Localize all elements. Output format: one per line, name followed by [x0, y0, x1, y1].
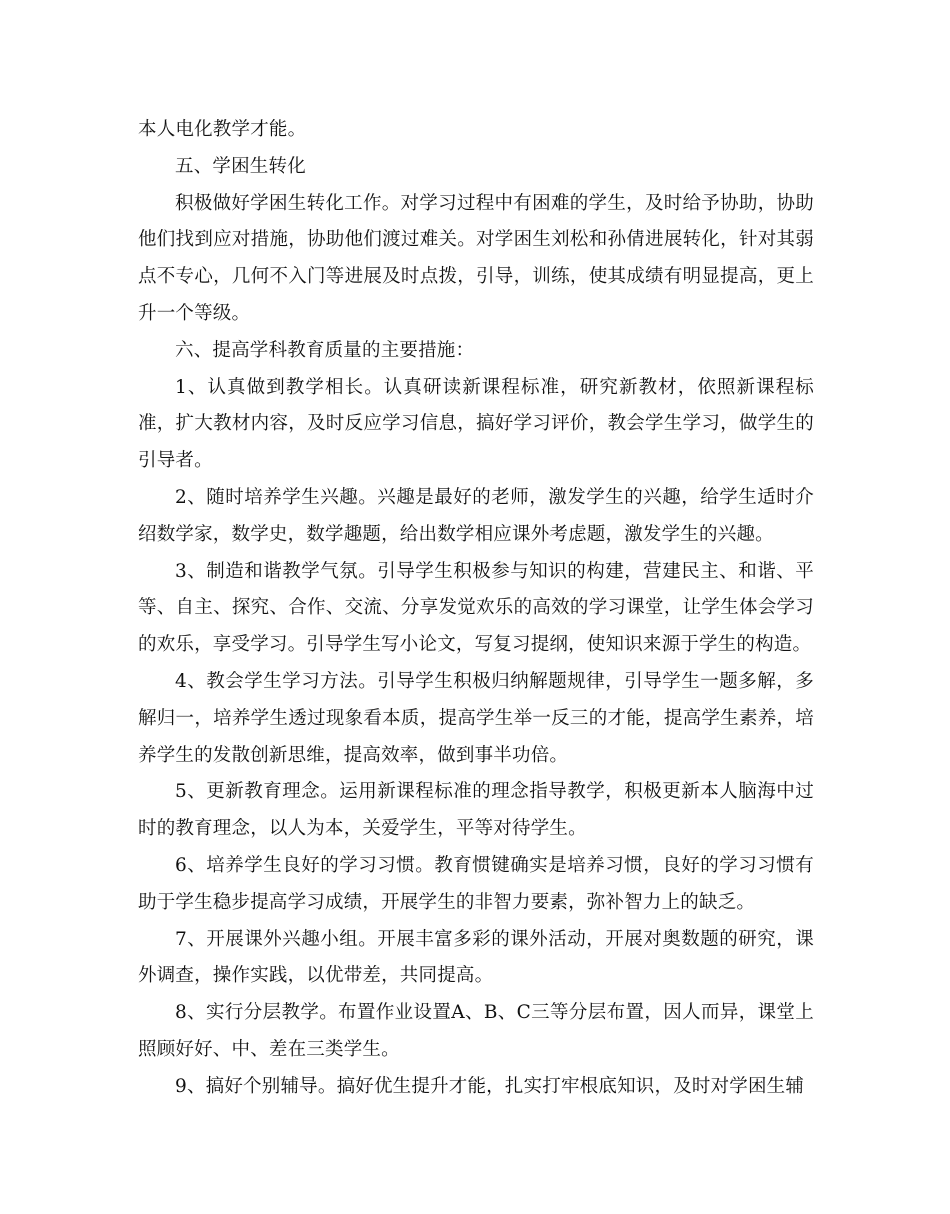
section-heading-6: 六、提高学科教育质量的主要措施： — [175, 339, 475, 361]
paragraph-struggling-students: 积极做好学困生转化工作。对学习过程中有困难的学生，及时给予协助，协助他们找到应对措施，协助他们渡过难关。对学困生刘松和孙倩进展转化，针对其弱点不专心，几何不入门等进展及时点拨，引导，训练，使其成绩有明显提高，更上升一个等级。 — [138, 192, 814, 324]
measure-item-4: 4、教会学生学习方法。引导学生积极归纳解题规律，引导学生一题多解，多解归一，培养学生透过现象看本质，提高学生举一反三的才能，提高学生素养，培养学生的发散创新思维，提高效率，做到事半功倍。 — [138, 670, 814, 766]
measure-item-2: 2、随时培养学生兴趣。兴趣是最好的老师，激发学生的兴趣，给学生适时介绍数学家，数学史，数学趣题，给出数学相应课外考虑题，激发学生的兴趣。 — [138, 486, 814, 545]
measure-item-3: 3、制造和谐教学气氛。引导学生积极参与知识的构建，营建民主、和谐、平等、自主、探究、合作、交流、分享发觉欢乐的高效的学习课堂，让学生体会学习的欢乐，享受学习。引导学生写小论文，写复习提纲，使知识来源于学生的构造。 — [138, 560, 814, 656]
measure-item-5: 5、更新教育理念。运用新课程标准的理念指导教学，积极更新本人脑海中过时的教育理念，以人为本，关爱学生，平等对待学生。 — [138, 781, 814, 840]
measure-item-6: 6、培养学生良好的学习习惯。教育惯键确实是培养习惯，良好的学习习惯有助于学生稳步提高学习成绩，开展学生的非智力要素，弥补智力上的缺乏。 — [138, 854, 814, 913]
measure-item-1: 1、认真做到教学相长。认真研读新课程标准，研究新教材，依照新课程标准，扩大教材内容，及时反应学习信息，搞好学习评价，教会学生学习，做学生的引导者。 — [138, 376, 814, 472]
measure-item-9: 9、搞好个别辅导。搞好优生提升才能，扎实打牢根底知识，及时对学困生辅 — [175, 1075, 805, 1097]
document-body — [138, 112, 814, 1106]
measure-item-8: 8、实行分层教学。布置作业设置A、B、C三等分层布置，因人而异，课堂上照顾好好、中、差在三类学生。 — [138, 1002, 814, 1060]
paragraph-continuation: 本人电化教学才能。 — [138, 119, 307, 140]
section-heading-5: 五、学困生转化 — [175, 155, 306, 177]
measure-item-7: 7、开展课外兴趣小组。开展丰富多彩的课外活动，开展对奥数题的研究，课外调查，操作实践，以优带差，共同提高。 — [138, 928, 814, 987]
